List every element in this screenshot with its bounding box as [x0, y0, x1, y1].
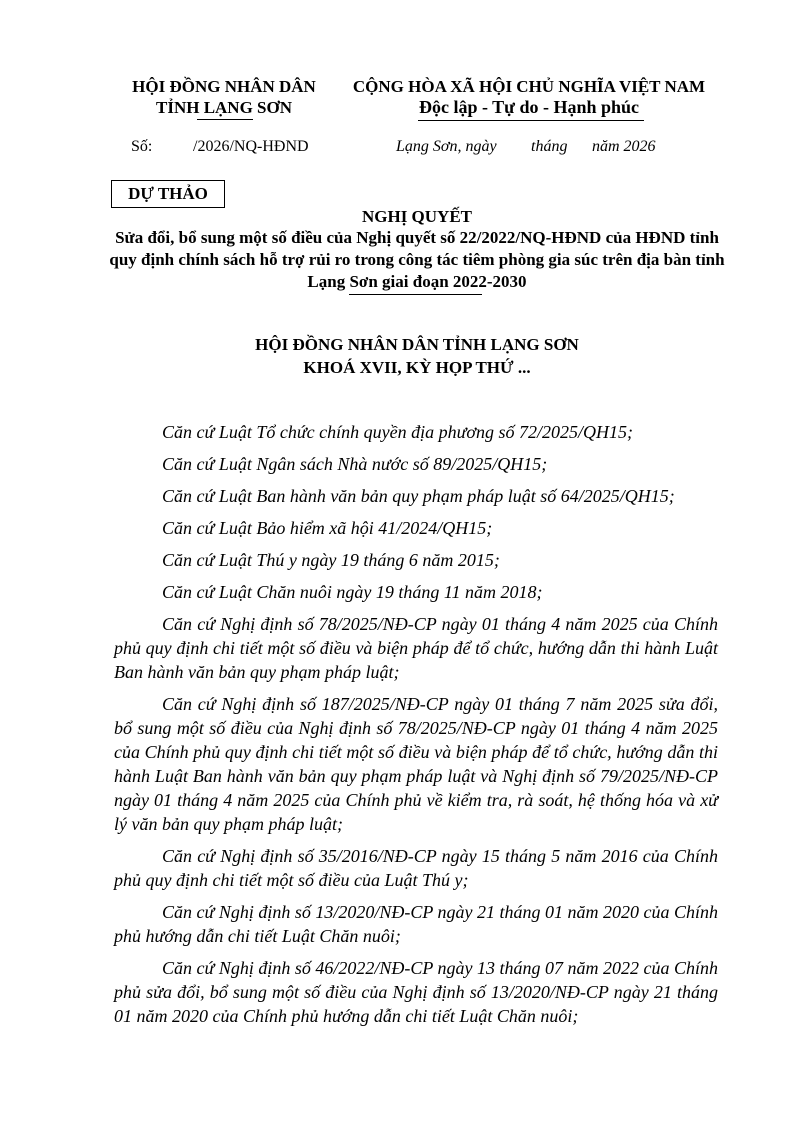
legal-basis-paragraph: Căn cứ Nghị định số 46/2022/NĐ-CP ngày 13 tháng 07 năm 2022 của Chính phủ sửa đổi, bổ sung một số điều của Nghị định số 13/2020/NĐ-CP ngày 21 tháng 01 năm 2020 của Chính phủ hướng dẫn chi tiết Luật Chăn nuôi; [114, 958, 718, 1026]
national-motto: Độc lập - Tự do - Hạnh phúc [418, 97, 640, 117]
council-heading [100, 333, 734, 379]
motto-underline [418, 120, 644, 121]
subject-underline [349, 294, 482, 295]
date-month: tháng [531, 138, 568, 155]
legal-basis-paragraph: Căn cứ Nghị định số 35/2016/NĐ-CP ngày 15 tháng 5 năm 2016 của Chính phủ quy định chi tiết một số điều của Luật Thú y; [114, 846, 718, 890]
draft-stamp: DỰ THẢO [111, 180, 225, 208]
document-number-label: Số: [131, 138, 153, 155]
national-title [340, 76, 718, 118]
national-name: CỘNG HÒA XÃ HỘI CHỦ NGHĨA VIỆT NAM [352, 77, 706, 96]
document-title: NGHỊ QUYẾT [361, 207, 473, 226]
document-subject: Sửa đổi, bổ sung một số điều của Nghị quyết số 22/2022/NQ-HĐND của HĐND tỉnh quy định chính sách hỗ trợ rủi ro trong công tác tiêm phòng gia súc trên địa bàn tỉnh Lạng Sơn giai đoạn 2022-2030 [109, 228, 725, 291]
legal-basis-paragraph: Căn cứ Luật Bảo hiểm xã hội 41/2024/QH15; [162, 518, 493, 538]
authority-underline [197, 119, 253, 120]
council-name: HỘI ĐỒNG NHÂN DÂN TỈNH LẠNG SƠN [255, 335, 579, 354]
authority-line-2: TỈNH LẠNG SƠN [155, 98, 293, 117]
legal-basis-paragraph: Căn cứ Nghị định số 78/2025/NĐ-CP ngày 01 tháng 4 năm 2025 của Chính phủ quy định chi tiết một số điều và biện pháp để tổ chức, hướng dẫn thi hành Luật Ban hành văn bản quy phạm pháp luật; [114, 614, 718, 682]
date-location: Lạng Sơn, ngày [396, 138, 497, 155]
legal-basis-paragraph: Căn cứ Luật Ban hành văn bản quy phạm pháp luật số 64/2025/QH15; [162, 486, 675, 506]
date-year: năm 2026 [592, 138, 656, 155]
council-session: KHOÁ XVII, KỲ HỌP THỨ ... [303, 358, 531, 377]
issuing-authority [118, 76, 330, 118]
legal-basis-paragraph: Căn cứ Luật Chăn nuôi ngày 19 tháng 11 năm 2018; [162, 582, 543, 602]
document-number: /2026/NQ-HĐND [193, 138, 309, 155]
legal-basis-paragraph: Căn cứ Luật Ngân sách Nhà nước số 89/2025/QH15; [162, 454, 548, 474]
legal-basis-paragraph: Căn cứ Nghị định số 187/2025/NĐ-CP ngày 01 tháng 7 năm 2025 sửa đổi, bổ sung một số điều của Nghị định số 78/2025/NĐ-CP ngày 01 tháng 4 năm 2025 của Chính phủ quy định chi tiết một số điều và biện pháp để tổ chức, hướng dẫn thi hành Luật Ban hành văn bản quy phạm pháp luật và Nghị định số 79/2025/NĐ-CP ngày 01 tháng 4 năm 2025 của Chính phủ về kiểm tra, rà soát, hệ thống hóa và xử lý văn bản quy phạm pháp luật; [114, 694, 718, 834]
legal-basis-paragraph: Căn cứ Luật Tổ chức chính quyền địa phương số 72/2025/QH15; [162, 422, 634, 442]
legal-basis-paragraph: Căn cứ Luật Thú y ngày 19 tháng 6 năm 2015; [162, 550, 500, 570]
authority-line-1: HỘI ĐỒNG NHÂN DÂN [132, 77, 316, 96]
legal-basis-paragraph: Căn cứ Nghị định số 13/2020/NĐ-CP ngày 21 tháng 01 năm 2020 của Chính phủ hướng dẫn chi tiết Luật Chăn nuôi; [114, 902, 718, 946]
